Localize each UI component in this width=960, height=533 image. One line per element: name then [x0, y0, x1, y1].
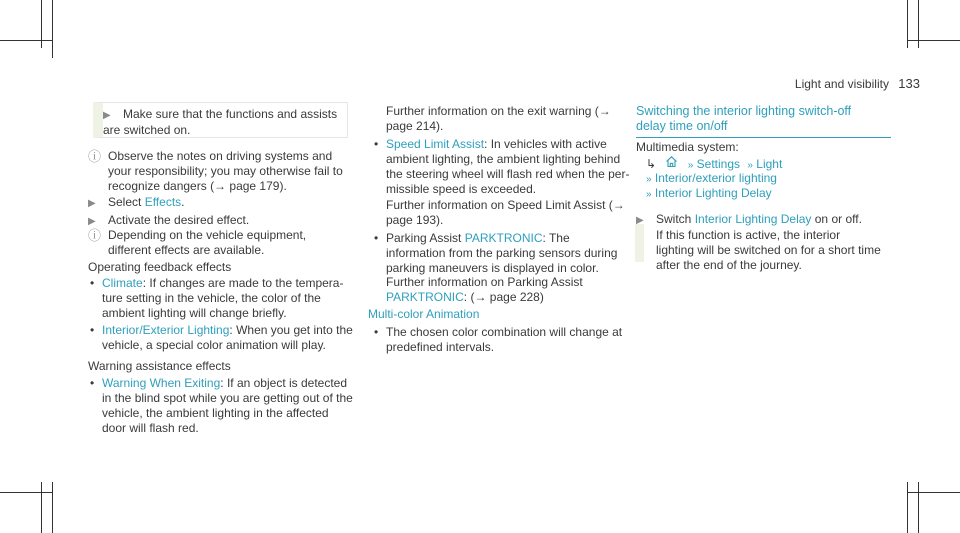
crop-mark — [907, 482, 908, 533]
list-item-multicolor: • The chosen color combination will change at predefined intervals. — [372, 325, 632, 355]
chevron-right-icon: » — [646, 174, 652, 185]
chevron-right-icon: » — [747, 160, 753, 171]
crop-mark — [907, 492, 960, 493]
crop-mark — [52, 0, 53, 58]
step-switch: ▶ Switch Interior Lighting Delay on or off. If this function is active, the interior lighting will be switched on for a short time after the end of the journey. — [636, 212, 881, 272]
box-step — [103, 107, 338, 138]
multimedia-label: Multimedia system: — [636, 140, 739, 154]
home-icon[interactable] — [665, 155, 678, 172]
crop-mark — [0, 40, 52, 41]
step-activate: ▶ Activate the desired effect. — [88, 213, 250, 227]
running-header — [795, 76, 920, 92]
page-number: 133 — [898, 76, 920, 91]
nav-interior-exterior[interactable]: Interior/exterior lighting — [654, 171, 777, 185]
note-responsibility-text: Observe the notes on driving systems and your responsibility; you may otherwise fail to recognize dangers (→ page 179). — [108, 149, 343, 193]
further-speed: Further information on Speed Limit Assist (→ page 193). — [386, 198, 625, 227]
warning-exiting-link[interactable]: Warning When Exiting — [102, 376, 221, 390]
parktronic-link-2[interactable]: PARKTRONIC — [386, 290, 464, 304]
chevron-right-icon: » — [687, 160, 694, 171]
crop-mark — [0, 492, 52, 493]
step-arrow-icon: ▶ — [636, 215, 644, 226]
box-step-text: Make sure that the functions and assists are switched on. — [103, 107, 338, 137]
section-title: Light and visibility — [794, 77, 889, 91]
nav-path-2 — [646, 171, 777, 187]
section-heading-text: Switching the interior lighting switch-off delay time on/off — [636, 104, 852, 133]
info-icon: ⓘ — [88, 228, 102, 243]
step-select: ▶ Select Effects. — [88, 195, 185, 209]
speed-limit-link[interactable]: Speed Limit Assist — [386, 137, 485, 151]
crop-mark — [41, 482, 42, 533]
warning-heading: Warning assistance effects — [88, 359, 231, 373]
crop-mark — [907, 40, 960, 41]
note-equipment — [88, 228, 353, 258]
step-arrow-icon: ▶ — [88, 216, 96, 227]
list-item-interior: • Interior/Exterior Lighting: When you get into the vehicle, a special color animation will play. — [88, 323, 353, 353]
crop-mark — [918, 482, 919, 533]
list-item-climate: • Climate: If changes are made to the temperature setting in the vehicle, the color of the ambient lighting will change briefly. — [88, 276, 353, 321]
return-arrow-icon: ↳ — [646, 157, 657, 171]
interior-exterior-link[interactable]: Interior/Exterior Lighting — [102, 323, 230, 337]
note-responsibility — [88, 149, 353, 194]
nav-settings[interactable]: Settings — [696, 157, 741, 171]
parktronic-link[interactable]: PARKTRONIC — [464, 231, 543, 245]
effects-link[interactable]: Effects — [144, 195, 182, 209]
note-equipment-text: Depending on the vehicle equipment, different effects are available. — [108, 228, 307, 257]
switch-description: If this function is active, the interior lighting will be switched on for a short time after the end of the journey. — [656, 228, 881, 272]
further-exit: Further information on the exit warning (→ page 214). — [386, 104, 611, 133]
step-arrow-icon: ▶ — [88, 198, 96, 209]
crop-mark — [52, 482, 53, 533]
list-item-parking: • Parking Assist PARKTRONIC: The information from the parking sensors during parking maneuvers is displayed in color. — [372, 231, 632, 276]
interior-delay-link[interactable]: Interior Lighting Delay — [694, 212, 812, 226]
nav-light[interactable]: Light — [756, 157, 783, 171]
step-arrow-icon: ▶ — [103, 110, 111, 121]
nav-path-3 — [646, 186, 772, 202]
list-item-speed: • Speed Limit Assist: In vehicles with active ambient lighting, the ambient lighting behind the steering wheel will flash red when the permissible speed is exceeded. — [372, 137, 632, 197]
chevron-right-icon: » — [646, 189, 652, 200]
multicolor-heading: Multi-color Animation — [368, 307, 480, 321]
further-parking: Further information on Parking Assist PARKTRONIC: (→ page 228) — [386, 275, 583, 304]
operating-heading: Operating feedback effects — [88, 260, 232, 274]
list-item-warning: • Warning When Exiting: If an object is detected in the blind spot while you are getting out of the vehicle, the ambient lighting in the affected door will flash red. — [88, 376, 353, 436]
info-icon: ⓘ — [88, 149, 102, 164]
section-heading — [636, 104, 891, 138]
climate-link[interactable]: Climate — [102, 276, 143, 290]
nav-interior-delay[interactable]: Interior Lighting Delay — [654, 186, 772, 200]
